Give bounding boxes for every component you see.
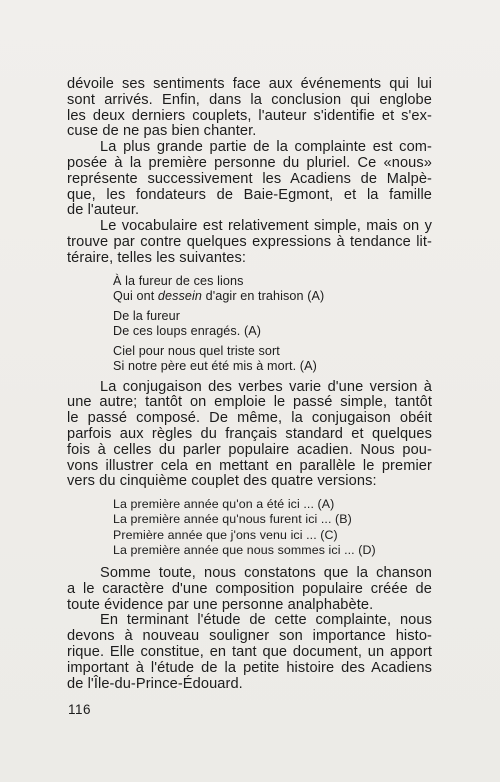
- text-line: toute évidence par une personne analphabète.: [67, 596, 374, 613]
- verse-line: De la fureur: [113, 308, 180, 323]
- text-line: rique. Elle constitue, en tant que document, un apport: [67, 643, 432, 660]
- text-line: devons à nouveau souligner son importance histo-: [67, 628, 432, 645]
- text-line: La plus grande partie de la complainte est com-: [100, 139, 432, 156]
- version-line: Première année que j'ons venu ici ... (C): [113, 527, 338, 542]
- text-line: fois à celles du parler populaire acadien. Nous pou-: [67, 441, 432, 458]
- pronoun-paragraph: [67, 140, 432, 219]
- text-line: dévoile ses sentiments face aux événements qui lui: [67, 76, 432, 92]
- text-line: En terminant l'étude de cette complainte, nous: [100, 612, 432, 629]
- text-line: important à l'étude de la petite histoire des Acadiens: [67, 659, 432, 676]
- verse-line: [113, 289, 432, 304]
- text-line: représente successivement les Acadiens de Malpè-: [67, 170, 432, 187]
- page-number: 116: [68, 702, 92, 717]
- verse-line: À la fureur de ces lions: [113, 273, 244, 288]
- verse-emphasis: dessein: [157, 288, 203, 303]
- text-line: Le vocabulaire est relativement simple, mais on y: [100, 218, 432, 235]
- text-line: de l'auteur.: [67, 202, 140, 219]
- text-line: une autre; tantôt on emploie le passé simple, tantôt: [67, 394, 432, 411]
- verse-text: d'agir en trahison (A): [202, 288, 325, 303]
- verse-line: De ces loups enragés. (A): [113, 323, 262, 338]
- text-line: parfois aux règles du français standard et quelques: [67, 425, 432, 442]
- text-line: Somme toute, nous constatons que la chanson: [100, 564, 432, 581]
- text-line: que, les fondateurs de Baie-Egmont, et la famille: [67, 186, 432, 203]
- text-line: cuse de ne pas bien chanter.: [67, 123, 257, 140]
- text-line: a le caractère d'une composition populaire créée de: [67, 580, 432, 597]
- quote-stanza: [113, 344, 432, 374]
- summary-paragraph: [67, 566, 432, 613]
- body-text: [67, 77, 432, 692]
- text-line: les deux derniers couplets, l'auteur s'identifie et s'ex-: [67, 107, 432, 124]
- text-line: posée à la première personne du pluriel. Ce «nous»: [67, 154, 432, 171]
- intro-paragraph: [67, 77, 432, 140]
- version-line: La première année qu'nous furent ici ... (B): [113, 512, 352, 527]
- text-line: sont arrivés. Enfin, dans la conclusion qui englobe: [67, 91, 432, 108]
- quote-stanza: [113, 274, 432, 304]
- text-line: vons illustrer cela en mettant en parallèle le premier: [67, 457, 432, 474]
- text-line: de l'Île-du-Prince-Édouard.: [67, 675, 243, 692]
- text-line: téraire, telles les suivantes:: [67, 249, 247, 266]
- version-line: La première année qu'on a été ici ... (A): [113, 497, 335, 512]
- version-comparison: [113, 497, 432, 558]
- conclusion-paragraph: [67, 613, 432, 692]
- text-line: le passé composé. De même, la conjugaison obéit: [67, 410, 432, 427]
- verse-line: Si notre père eut été mis à mort. (A): [113, 358, 317, 373]
- conjugation-paragraph: [67, 380, 432, 491]
- version-line: La première année que nous sommes ici ... (D): [113, 542, 376, 557]
- text-line: La conjugaison des verbes varie d'une version à: [100, 378, 432, 395]
- quote-stanza: [113, 309, 432, 339]
- verse-line: Ciel pour nous quel triste sort: [113, 343, 280, 358]
- verse-text: Qui ont: [113, 288, 158, 303]
- text-line: vers du cinquième couplet des quatre versions:: [67, 473, 377, 490]
- text-line: trouve par contre quelques expressions à tendance lit-: [67, 233, 432, 250]
- vocabulary-paragraph: [67, 219, 432, 266]
- quoted-verses: [113, 274, 432, 374]
